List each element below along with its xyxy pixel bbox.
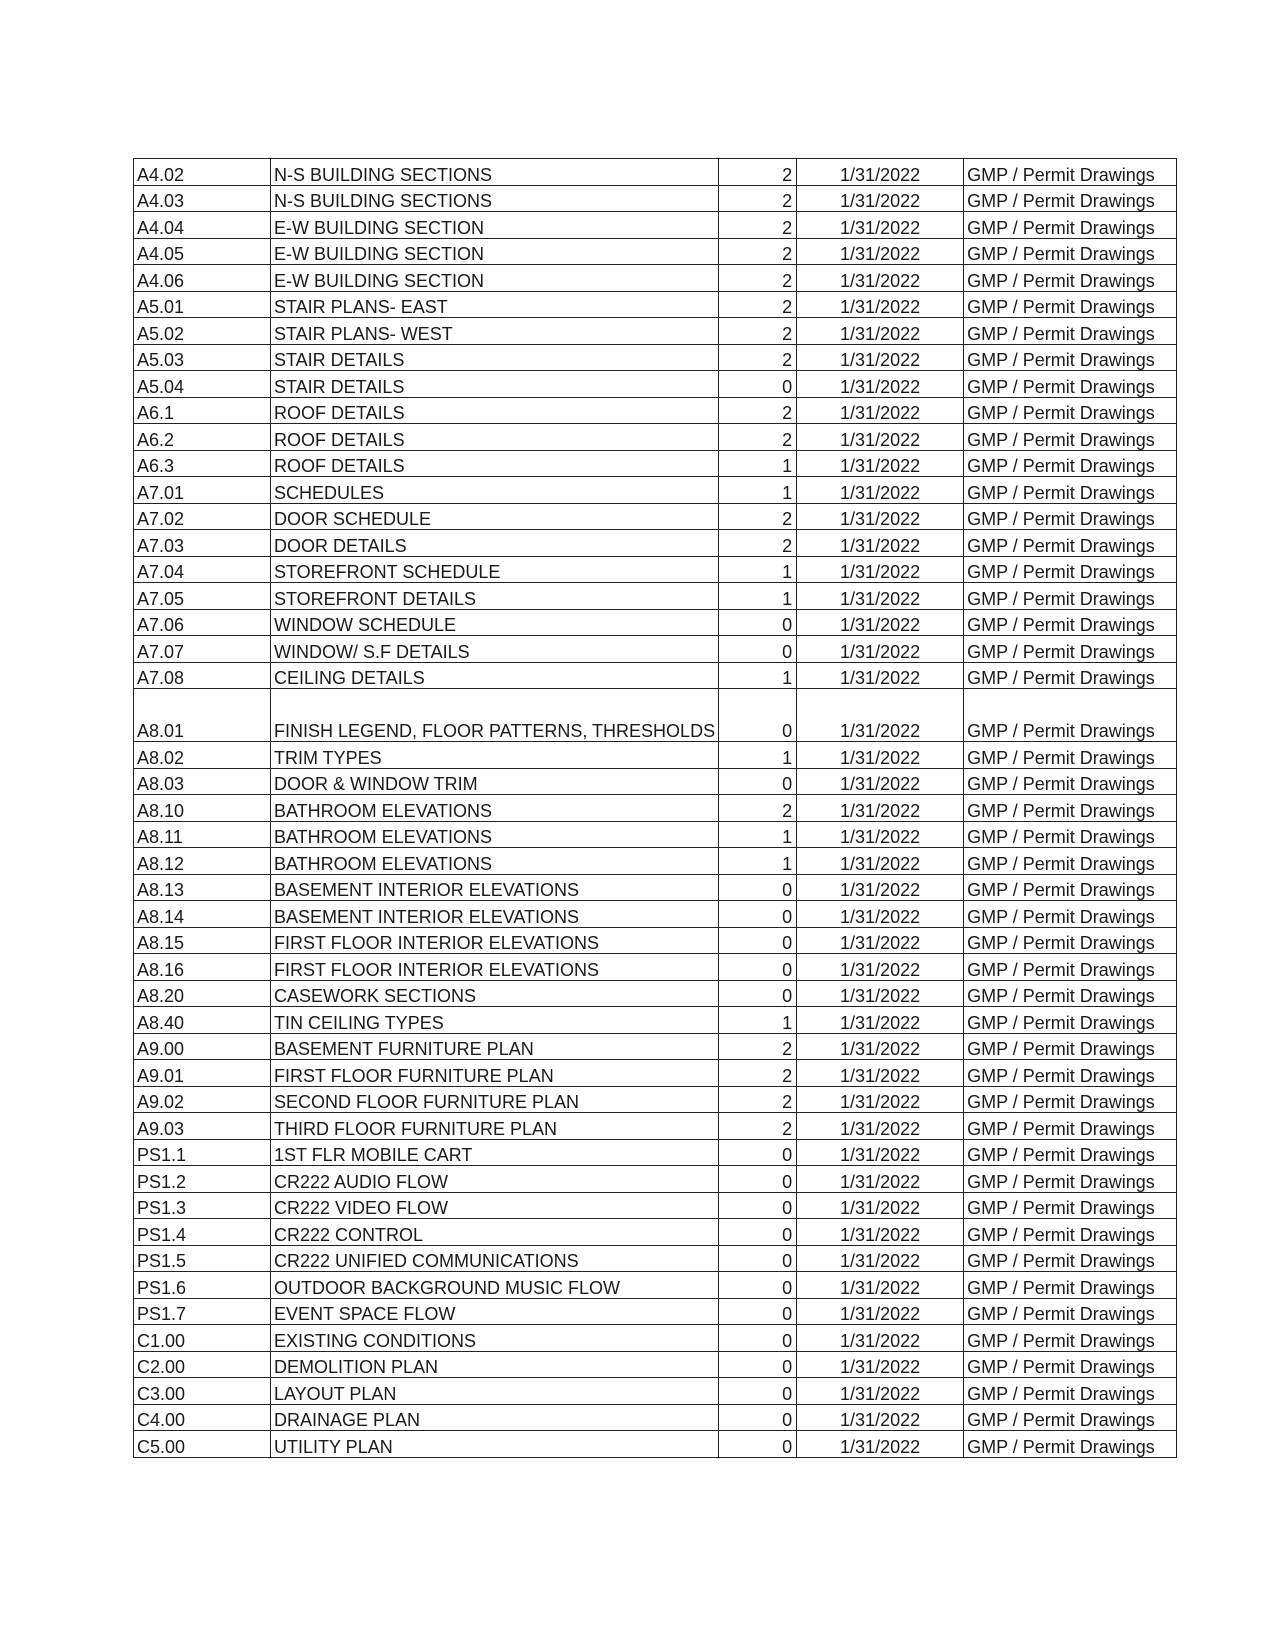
issue-date-cell: 1/31/2022 [797, 1325, 964, 1352]
sheet-number-cell: A7.02 [134, 503, 271, 530]
sheet-title-cell: FIRST FLOOR INTERIOR ELEVATIONS [271, 954, 719, 981]
sheet-title-cell: E-W BUILDING SECTION [271, 212, 719, 239]
revision-cell: 0 [719, 1272, 797, 1299]
sheet-number-cell: A4.03 [134, 185, 271, 212]
table-row [134, 318, 1177, 345]
table-row [134, 1166, 1177, 1193]
issue-status-cell: GMP / Permit Drawings [964, 768, 1177, 795]
issue-status-cell: GMP / Permit Drawings [964, 424, 1177, 451]
revision-cell: 1 [719, 662, 797, 689]
table-row [134, 530, 1177, 557]
issue-date-cell: 1/31/2022 [797, 848, 964, 875]
table-row [134, 212, 1177, 239]
issue-date-cell: 1/31/2022 [797, 424, 964, 451]
table-row [134, 821, 1177, 848]
sheet-title-cell: ROOF DETAILS [271, 397, 719, 424]
table-row [134, 609, 1177, 636]
sheet-title-cell: WINDOW/ S.F DETAILS [271, 636, 719, 663]
sheet-title-cell: DOOR & WINDOW TRIM [271, 768, 719, 795]
revision-cell: 0 [719, 609, 797, 636]
sheet-title-cell: STAIR PLANS- EAST [271, 291, 719, 318]
revision-cell: 2 [719, 159, 797, 186]
issue-date-cell: 1/31/2022 [797, 583, 964, 610]
sheet-number-cell: A4.06 [134, 265, 271, 292]
table-row [134, 1431, 1177, 1458]
issue-status-cell: GMP / Permit Drawings [964, 450, 1177, 477]
issue-status-cell: GMP / Permit Drawings [964, 609, 1177, 636]
issue-status-cell: GMP / Permit Drawings [964, 1113, 1177, 1140]
revision-cell: 0 [719, 1192, 797, 1219]
issue-status-cell: GMP / Permit Drawings [964, 1404, 1177, 1431]
issue-status-cell: GMP / Permit Drawings [964, 185, 1177, 212]
issue-date-cell: 1/31/2022 [797, 742, 964, 769]
revision-cell: 2 [719, 503, 797, 530]
table-row [134, 927, 1177, 954]
issue-date-cell: 1/31/2022 [797, 795, 964, 822]
revision-cell: 0 [719, 980, 797, 1007]
sheet-number-cell: PS1.4 [134, 1219, 271, 1246]
table-row [134, 583, 1177, 610]
revision-cell: 0 [719, 927, 797, 954]
table-row [134, 1139, 1177, 1166]
sheet-title-cell: ROOF DETAILS [271, 450, 719, 477]
sheet-title-cell: DOOR DETAILS [271, 530, 719, 557]
table-row [134, 185, 1177, 212]
revision-cell: 2 [719, 1033, 797, 1060]
table-row [134, 1404, 1177, 1431]
issue-status-cell: GMP / Permit Drawings [964, 1139, 1177, 1166]
issue-date-cell: 1/31/2022 [797, 609, 964, 636]
sheet-title-cell: 1ST FLR MOBILE CART [271, 1139, 719, 1166]
table-row [134, 1245, 1177, 1272]
sheet-title-cell: EXISTING CONDITIONS [271, 1325, 719, 1352]
revision-cell: 0 [719, 1351, 797, 1378]
revision-cell: 1 [719, 556, 797, 583]
revision-cell: 2 [719, 1060, 797, 1087]
issue-status-cell: GMP / Permit Drawings [964, 1007, 1177, 1034]
sheet-number-cell: A7.04 [134, 556, 271, 583]
sheet-title-cell: BATHROOM ELEVATIONS [271, 848, 719, 875]
issue-date-cell: 1/31/2022 [797, 1113, 964, 1140]
revision-cell: 2 [719, 238, 797, 265]
revision-cell: 2 [719, 1086, 797, 1113]
issue-date-cell: 1/31/2022 [797, 344, 964, 371]
sheet-title-cell: SECOND FLOOR FURNITURE PLAN [271, 1086, 719, 1113]
issue-date-cell: 1/31/2022 [797, 954, 964, 981]
issue-date-cell: 1/31/2022 [797, 1351, 964, 1378]
issue-date-cell: 1/31/2022 [797, 477, 964, 504]
sheet-title-cell: STOREFRONT DETAILS [271, 583, 719, 610]
table-row [134, 344, 1177, 371]
sheet-number-cell: A6.2 [134, 424, 271, 451]
issue-status-cell: GMP / Permit Drawings [964, 212, 1177, 239]
issue-date-cell: 1/31/2022 [797, 1404, 964, 1431]
issue-status-cell: GMP / Permit Drawings [964, 583, 1177, 610]
table-row [134, 1219, 1177, 1246]
sheet-number-cell: A4.04 [134, 212, 271, 239]
issue-status-cell: GMP / Permit Drawings [964, 742, 1177, 769]
table-row [134, 1007, 1177, 1034]
issue-status-cell: GMP / Permit Drawings [964, 874, 1177, 901]
sheet-title-cell: E-W BUILDING SECTION [271, 238, 719, 265]
sheet-number-cell: A8.14 [134, 901, 271, 928]
sheet-title-cell: STOREFRONT SCHEDULE [271, 556, 719, 583]
table-row [134, 980, 1177, 1007]
issue-status-cell: GMP / Permit Drawings [964, 1166, 1177, 1193]
table-row [134, 1113, 1177, 1140]
issue-status-cell: GMP / Permit Drawings [964, 980, 1177, 1007]
revision-cell: 1 [719, 742, 797, 769]
issue-date-cell: 1/31/2022 [797, 927, 964, 954]
revision-cell: 2 [719, 291, 797, 318]
issue-date-cell: 1/31/2022 [797, 212, 964, 239]
sheet-number-cell: A7.01 [134, 477, 271, 504]
sheet-number-cell: A8.02 [134, 742, 271, 769]
issue-date-cell: 1/31/2022 [797, 397, 964, 424]
sheet-number-cell: C5.00 [134, 1431, 271, 1458]
issue-status-cell: GMP / Permit Drawings [964, 238, 1177, 265]
issue-status-cell: GMP / Permit Drawings [964, 1245, 1177, 1272]
table-row [134, 1298, 1177, 1325]
issue-status-cell: GMP / Permit Drawings [964, 901, 1177, 928]
issue-date-cell: 1/31/2022 [797, 371, 964, 398]
issue-status-cell: GMP / Permit Drawings [964, 848, 1177, 875]
issue-status-cell: GMP / Permit Drawings [964, 1219, 1177, 1246]
table-row [134, 1378, 1177, 1405]
issue-status-cell: GMP / Permit Drawings [964, 821, 1177, 848]
table-row [134, 1086, 1177, 1113]
issue-date-cell: 1/31/2022 [797, 1166, 964, 1193]
table-row [134, 238, 1177, 265]
sheet-title-cell: CR222 AUDIO FLOW [271, 1166, 719, 1193]
table-row [134, 556, 1177, 583]
sheet-title-cell: BATHROOM ELEVATIONS [271, 795, 719, 822]
table-row [134, 1351, 1177, 1378]
issue-status-cell: GMP / Permit Drawings [964, 1298, 1177, 1325]
table-row [134, 397, 1177, 424]
sheet-title-cell: STAIR DETAILS [271, 344, 719, 371]
revision-cell: 2 [719, 795, 797, 822]
revision-cell: 2 [719, 424, 797, 451]
sheet-title-cell: CR222 UNIFIED COMMUNICATIONS [271, 1245, 719, 1272]
sheet-number-cell: A8.03 [134, 768, 271, 795]
sheet-title-cell: LAYOUT PLAN [271, 1378, 719, 1405]
issue-date-cell: 1/31/2022 [797, 980, 964, 1007]
sheet-title-cell: SCHEDULES [271, 477, 719, 504]
revision-cell: 1 [719, 477, 797, 504]
sheet-number-cell: A6.3 [134, 450, 271, 477]
revision-cell: 0 [719, 1219, 797, 1246]
sheet-title-cell: WINDOW SCHEDULE [271, 609, 719, 636]
revision-cell: 0 [719, 371, 797, 398]
sheet-number-cell: A7.05 [134, 583, 271, 610]
issue-date-cell: 1/31/2022 [797, 821, 964, 848]
sheet-number-cell: A7.07 [134, 636, 271, 663]
issue-status-cell: GMP / Permit Drawings [964, 795, 1177, 822]
sheet-title-cell: STAIR PLANS- WEST [271, 318, 719, 345]
table-row [134, 954, 1177, 981]
sheet-number-cell: A5.02 [134, 318, 271, 345]
sheet-number-cell: PS1.3 [134, 1192, 271, 1219]
table-row [134, 689, 1177, 742]
sheet-number-cell: C1.00 [134, 1325, 271, 1352]
sheet-title-cell: E-W BUILDING SECTION [271, 265, 719, 292]
sheet-title-cell: DEMOLITION PLAN [271, 1351, 719, 1378]
sheet-title-cell: TIN CEILING TYPES [271, 1007, 719, 1034]
revision-cell: 0 [719, 1431, 797, 1458]
table-row [134, 636, 1177, 663]
sheet-number-cell: A7.03 [134, 530, 271, 557]
issue-status-cell: GMP / Permit Drawings [964, 636, 1177, 663]
table-row [134, 1192, 1177, 1219]
issue-date-cell: 1/31/2022 [797, 265, 964, 292]
revision-cell: 0 [719, 1378, 797, 1405]
issue-date-cell: 1/31/2022 [797, 1086, 964, 1113]
issue-status-cell: GMP / Permit Drawings [964, 477, 1177, 504]
sheet-title-cell: UTILITY PLAN [271, 1431, 719, 1458]
issue-date-cell: 1/31/2022 [797, 1033, 964, 1060]
sheet-title-cell: CR222 VIDEO FLOW [271, 1192, 719, 1219]
drawing-list-body [134, 159, 1177, 1458]
issue-date-cell: 1/31/2022 [797, 874, 964, 901]
issue-status-cell: GMP / Permit Drawings [964, 371, 1177, 398]
issue-date-cell: 1/31/2022 [797, 901, 964, 928]
revision-cell: 0 [719, 954, 797, 981]
table-row [134, 371, 1177, 398]
sheet-number-cell: A5.01 [134, 291, 271, 318]
sheet-number-cell: A4.05 [134, 238, 271, 265]
sheet-number-cell: PS1.5 [134, 1245, 271, 1272]
revision-cell: 0 [719, 901, 797, 928]
issue-date-cell: 1/31/2022 [797, 1272, 964, 1299]
issue-status-cell: GMP / Permit Drawings [964, 159, 1177, 186]
table-row [134, 742, 1177, 769]
issue-date-cell: 1/31/2022 [797, 1431, 964, 1458]
issue-status-cell: GMP / Permit Drawings [964, 689, 1177, 742]
sheet-title-cell: N-S BUILDING SECTIONS [271, 159, 719, 186]
issue-date-cell: 1/31/2022 [797, 689, 964, 742]
sheet-number-cell: A5.04 [134, 371, 271, 398]
revision-cell: 0 [719, 1325, 797, 1352]
revision-cell: 0 [719, 1245, 797, 1272]
issue-status-cell: GMP / Permit Drawings [964, 1192, 1177, 1219]
sheet-number-cell: A6.1 [134, 397, 271, 424]
sheet-number-cell: A7.06 [134, 609, 271, 636]
table-row [134, 1060, 1177, 1087]
table-row [134, 795, 1177, 822]
revision-cell: 2 [719, 530, 797, 557]
sheet-title-cell: FIRST FLOOR INTERIOR ELEVATIONS [271, 927, 719, 954]
revision-cell: 0 [719, 636, 797, 663]
issue-date-cell: 1/31/2022 [797, 556, 964, 583]
sheet-title-cell: TRIM TYPES [271, 742, 719, 769]
issue-status-cell: GMP / Permit Drawings [964, 954, 1177, 981]
issue-date-cell: 1/31/2022 [797, 185, 964, 212]
sheet-title-cell: ROOF DETAILS [271, 424, 719, 451]
sheet-number-cell: A8.20 [134, 980, 271, 1007]
revision-cell: 2 [719, 265, 797, 292]
sheet-number-cell: A8.15 [134, 927, 271, 954]
issue-date-cell: 1/31/2022 [797, 503, 964, 530]
table-row [134, 291, 1177, 318]
table-row [134, 768, 1177, 795]
sheet-number-cell: PS1.7 [134, 1298, 271, 1325]
issue-status-cell: GMP / Permit Drawings [964, 291, 1177, 318]
sheet-title-cell: CASEWORK SECTIONS [271, 980, 719, 1007]
issue-date-cell: 1/31/2022 [797, 1060, 964, 1087]
sheet-title-cell: THIRD FLOOR FURNITURE PLAN [271, 1113, 719, 1140]
sheet-number-cell: A7.08 [134, 662, 271, 689]
sheet-title-cell: FINISH LEGEND, FLOOR PATTERNS, THRESHOLDS [271, 689, 719, 742]
sheet-number-cell: A9.01 [134, 1060, 271, 1087]
issue-date-cell: 1/31/2022 [797, 636, 964, 663]
sheet-title-cell: N-S BUILDING SECTIONS [271, 185, 719, 212]
sheet-title-cell: EVENT SPACE FLOW [271, 1298, 719, 1325]
issue-date-cell: 1/31/2022 [797, 530, 964, 557]
revision-cell: 2 [719, 185, 797, 212]
sheet-number-cell: A8.12 [134, 848, 271, 875]
issue-date-cell: 1/31/2022 [797, 159, 964, 186]
table-row [134, 848, 1177, 875]
revision-cell: 2 [719, 1113, 797, 1140]
revision-cell: 2 [719, 318, 797, 345]
revision-cell: 1 [719, 583, 797, 610]
table-row [134, 477, 1177, 504]
sheet-number-cell: A4.02 [134, 159, 271, 186]
issue-date-cell: 1/31/2022 [797, 768, 964, 795]
issue-status-cell: GMP / Permit Drawings [964, 1325, 1177, 1352]
sheet-number-cell: A8.13 [134, 874, 271, 901]
sheet-title-cell: DOOR SCHEDULE [271, 503, 719, 530]
sheet-title-cell: BASEMENT INTERIOR ELEVATIONS [271, 901, 719, 928]
table-row [134, 1272, 1177, 1299]
revision-cell: 0 [719, 689, 797, 742]
sheet-title-cell: OUTDOOR BACKGROUND MUSIC FLOW [271, 1272, 719, 1299]
issue-date-cell: 1/31/2022 [797, 1298, 964, 1325]
revision-cell: 0 [719, 1166, 797, 1193]
sheet-number-cell: PS1.1 [134, 1139, 271, 1166]
issue-status-cell: GMP / Permit Drawings [964, 1378, 1177, 1405]
issue-status-cell: GMP / Permit Drawings [964, 503, 1177, 530]
issue-status-cell: GMP / Permit Drawings [964, 1060, 1177, 1087]
sheet-title-cell: CEILING DETAILS [271, 662, 719, 689]
table-row [134, 265, 1177, 292]
sheet-number-cell: A8.10 [134, 795, 271, 822]
revision-cell: 1 [719, 848, 797, 875]
issue-status-cell: GMP / Permit Drawings [964, 1272, 1177, 1299]
issue-status-cell: GMP / Permit Drawings [964, 397, 1177, 424]
issue-date-cell: 1/31/2022 [797, 662, 964, 689]
revision-cell: 0 [719, 768, 797, 795]
revision-cell: 2 [719, 397, 797, 424]
revision-cell: 0 [719, 1139, 797, 1166]
sheet-number-cell: C2.00 [134, 1351, 271, 1378]
revision-cell: 1 [719, 450, 797, 477]
table-row [134, 450, 1177, 477]
issue-date-cell: 1/31/2022 [797, 318, 964, 345]
issue-date-cell: 1/31/2022 [797, 450, 964, 477]
issue-status-cell: GMP / Permit Drawings [964, 344, 1177, 371]
sheet-title-cell: BATHROOM ELEVATIONS [271, 821, 719, 848]
issue-status-cell: GMP / Permit Drawings [964, 1431, 1177, 1458]
table-row [134, 662, 1177, 689]
revision-cell: 0 [719, 874, 797, 901]
issue-status-cell: GMP / Permit Drawings [964, 1086, 1177, 1113]
issue-date-cell: 1/31/2022 [797, 1139, 964, 1166]
issue-status-cell: GMP / Permit Drawings [964, 530, 1177, 557]
issue-date-cell: 1/31/2022 [797, 291, 964, 318]
issue-date-cell: 1/31/2022 [797, 1219, 964, 1246]
revision-cell: 0 [719, 1298, 797, 1325]
issue-date-cell: 1/31/2022 [797, 1245, 964, 1272]
sheet-title-cell: BASEMENT FURNITURE PLAN [271, 1033, 719, 1060]
table-row [134, 424, 1177, 451]
issue-date-cell: 1/31/2022 [797, 1378, 964, 1405]
sheet-number-cell: A8.16 [134, 954, 271, 981]
sheet-number-cell: PS1.6 [134, 1272, 271, 1299]
revision-cell: 1 [719, 821, 797, 848]
issue-date-cell: 1/31/2022 [797, 238, 964, 265]
drawing-list-table [133, 158, 1177, 1458]
sheet-number-cell: C3.00 [134, 1378, 271, 1405]
sheet-number-cell: A8.11 [134, 821, 271, 848]
table-row [134, 901, 1177, 928]
issue-status-cell: GMP / Permit Drawings [964, 662, 1177, 689]
issue-status-cell: GMP / Permit Drawings [964, 265, 1177, 292]
sheet-title-cell: STAIR DETAILS [271, 371, 719, 398]
table-row [134, 874, 1177, 901]
issue-date-cell: 1/31/2022 [797, 1192, 964, 1219]
sheet-number-cell: A9.00 [134, 1033, 271, 1060]
issue-status-cell: GMP / Permit Drawings [964, 1351, 1177, 1378]
sheet-title-cell: FIRST FLOOR FURNITURE PLAN [271, 1060, 719, 1087]
sheet-number-cell: A8.40 [134, 1007, 271, 1034]
sheet-number-cell: A5.03 [134, 344, 271, 371]
table-row [134, 503, 1177, 530]
issue-status-cell: GMP / Permit Drawings [964, 318, 1177, 345]
table-row [134, 1033, 1177, 1060]
issue-status-cell: GMP / Permit Drawings [964, 556, 1177, 583]
issue-status-cell: GMP / Permit Drawings [964, 927, 1177, 954]
issue-date-cell: 1/31/2022 [797, 1007, 964, 1034]
sheet-number-cell: PS1.2 [134, 1166, 271, 1193]
sheet-number-cell: A9.03 [134, 1113, 271, 1140]
sheet-number-cell: A9.02 [134, 1086, 271, 1113]
revision-cell: 0 [719, 1404, 797, 1431]
revision-cell: 2 [719, 212, 797, 239]
sheet-number-cell: A8.01 [134, 689, 271, 742]
sheet-title-cell: CR222 CONTROL [271, 1219, 719, 1246]
table-row [134, 159, 1177, 186]
table-row [134, 1325, 1177, 1352]
sheet-title-cell: BASEMENT INTERIOR ELEVATIONS [271, 874, 719, 901]
issue-status-cell: GMP / Permit Drawings [964, 1033, 1177, 1060]
revision-cell: 1 [719, 1007, 797, 1034]
sheet-title-cell: DRAINAGE PLAN [271, 1404, 719, 1431]
revision-cell: 2 [719, 344, 797, 371]
sheet-number-cell: C4.00 [134, 1404, 271, 1431]
